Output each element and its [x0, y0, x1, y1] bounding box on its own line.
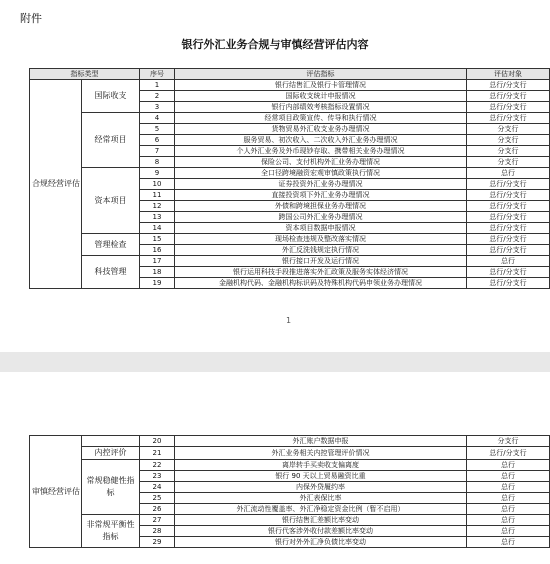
row-target: 总行/分支行 [467, 91, 550, 102]
row-target: 分支行 [467, 124, 550, 135]
row-target: 总行/分支行 [467, 447, 550, 460]
row-target: 总行/分支行 [467, 212, 550, 223]
row-number: 25 [140, 493, 175, 504]
category-prudential: 审慎经营评估 [30, 436, 82, 548]
subcategory-management-inspection: 管理检查 [82, 234, 140, 256]
row-number: 19 [140, 278, 175, 289]
row-number: 23 [140, 471, 175, 482]
row-number: 18 [140, 267, 175, 278]
row-indicator: 个人外汇业务及外币现钞存取、携带相关业务办理情况 [175, 146, 467, 157]
row-indicator: 直接投资项下外汇业务办理情况 [175, 190, 467, 201]
row-target: 分支行 [467, 135, 550, 146]
subcategory-current-account: 经常项目 [82, 113, 140, 168]
document-title: 银行外汇业务合规与审慎经营评估内容 [181, 38, 369, 51]
row-indicator: 保险公司、支付机构外汇业务办理情况 [175, 157, 467, 168]
header-indicator: 评估指标 [175, 69, 467, 80]
header-indicator-type: 指标类型 [30, 69, 140, 80]
header-number: 序号 [140, 69, 175, 80]
row-indicator: 全口径跨境融资宏观审慎政策执行情况 [175, 168, 467, 179]
table-row [30, 256, 550, 267]
row-indicator: 证券投资外汇业务办理情况 [175, 179, 467, 190]
row-target: 总行 [467, 504, 550, 515]
row-number: 9 [140, 168, 175, 179]
subcategory-imbalance: 非常规平衡性指标 [82, 515, 140, 548]
row-target: 总行 [467, 493, 550, 504]
subcategory-empty [82, 436, 140, 447]
row-number: 6 [140, 135, 175, 146]
row-target: 总行 [467, 460, 550, 471]
row-indicator: 银行接口开发及运行情况 [175, 256, 467, 267]
row-indicator: 经常项目政策宣传、传导和执行情况 [175, 113, 467, 124]
subcategory-tech-management: 科技管理 [82, 256, 140, 289]
row-number: 22 [140, 460, 175, 471]
row-target: 总行/分支行 [467, 245, 550, 256]
row-target: 总行/分支行 [467, 102, 550, 113]
row-number: 3 [140, 102, 175, 113]
row-number: 16 [140, 245, 175, 256]
row-number: 8 [140, 157, 175, 168]
row-target: 总行 [467, 168, 550, 179]
row-indicator: 外债和跨境担保业务办理情况 [175, 201, 467, 212]
assessment-table-part-2 [29, 435, 550, 548]
row-target: 总行 [467, 515, 550, 526]
attachment-label: 附件 [20, 12, 42, 25]
subcategory-internal-control: 内控评价 [82, 447, 140, 460]
table-row [30, 113, 550, 124]
row-indicator: 金融机构代码、金融机构标识码及特殊机构代码申领业务办理情况 [175, 278, 467, 289]
header-target: 评估对象 [467, 69, 550, 80]
category-compliance: 合规经营评估 [30, 80, 82, 289]
row-number: 11 [140, 190, 175, 201]
row-number: 17 [140, 256, 175, 267]
row-indicator: 跨国公司外汇业务办理情况 [175, 212, 467, 223]
row-number: 7 [140, 146, 175, 157]
table-row [30, 447, 550, 460]
row-number: 12 [140, 201, 175, 212]
row-number: 13 [140, 212, 175, 223]
table-row [30, 168, 550, 179]
table-row [30, 460, 550, 471]
row-number: 10 [140, 179, 175, 190]
row-indicator: 外汇反洗钱规定执行情况 [175, 245, 467, 256]
row-number: 2 [140, 91, 175, 102]
page-number-mark: 1 [286, 316, 292, 325]
row-number: 1 [140, 80, 175, 91]
row-target: 总行 [467, 482, 550, 493]
subcategory-intl-balance: 国际收支 [82, 80, 140, 113]
row-target: 总行 [467, 526, 550, 537]
row-number: 27 [140, 515, 175, 526]
row-indicator: 服务贸易、初次收入、二次收入外汇业务办理情况 [175, 135, 467, 146]
row-target: 总行/分支行 [467, 201, 550, 212]
row-indicator: 国际收支统计申报情况 [175, 91, 467, 102]
row-target: 总行/分支行 [467, 113, 550, 124]
table-row [30, 234, 550, 245]
row-indicator: 外汇账户数据申报 [175, 436, 467, 447]
row-number: 15 [140, 234, 175, 245]
row-indicator: 外汇表保比率 [175, 493, 467, 504]
row-target: 总行 [467, 256, 550, 267]
row-target: 总行/分支行 [467, 80, 550, 91]
row-number: 4 [140, 113, 175, 124]
document-page-2 [0, 372, 550, 564]
row-number: 28 [140, 526, 175, 537]
row-target: 总行 [467, 471, 550, 482]
row-target: 总行/分支行 [467, 223, 550, 234]
subcategory-capital-account: 资本项目 [82, 168, 140, 234]
row-number: 29 [140, 537, 175, 548]
table-row [30, 80, 550, 91]
row-number: 14 [140, 223, 175, 234]
table-row [30, 515, 550, 526]
row-indicator: 银行对外外汇净负债比率变动 [175, 537, 467, 548]
row-indicator: 银行内部绩效考核指标设置情况 [175, 102, 467, 113]
row-target: 总行 [467, 537, 550, 548]
row-target: 总行/分支行 [467, 190, 550, 201]
row-target: 分支行 [467, 146, 550, 157]
row-indicator: 银行结售汇差额比率变动 [175, 515, 467, 526]
subcategory-robustness: 常规稳健性指标 [82, 460, 140, 515]
table-header-row [30, 69, 550, 80]
row-number: 24 [140, 482, 175, 493]
row-number: 20 [140, 436, 175, 447]
row-target: 分支行 [467, 436, 550, 447]
row-indicator: 资本项目数据申报情况 [175, 223, 467, 234]
row-number: 26 [140, 504, 175, 515]
row-indicator: 现场检查违规及整改落实情况 [175, 234, 467, 245]
assessment-table-part-1 [29, 68, 550, 289]
row-number: 21 [140, 447, 175, 460]
row-target: 总行/分支行 [467, 278, 550, 289]
row-target: 总行/分支行 [467, 179, 550, 190]
row-indicator: 离岸转手买卖收支偏离度 [175, 460, 467, 471]
table-row [30, 436, 550, 447]
row-target: 总行/分支行 [467, 234, 550, 245]
row-target: 分支行 [467, 157, 550, 168]
row-number: 5 [140, 124, 175, 135]
row-indicator: 银行 90 天以上贸易融资比重 [175, 471, 467, 482]
row-indicator: 外汇业务相关内控管理评价情况 [175, 447, 467, 460]
row-indicator: 银行结售汇及银行卡管理情况 [175, 80, 467, 91]
row-indicator: 银行代客涉外收付款差额比率变动 [175, 526, 467, 537]
row-indicator: 货物贸易外汇收支业务办理情况 [175, 124, 467, 135]
row-target: 总行/分支行 [467, 267, 550, 278]
row-indicator: 内保外贷履约率 [175, 482, 467, 493]
row-indicator: 外汇流动性覆盖率、外汇净稳定资金比例（暂不启用） [175, 504, 467, 515]
row-indicator: 银行运用科技手段推进落实外汇政策及服务实体经济情况 [175, 267, 467, 278]
